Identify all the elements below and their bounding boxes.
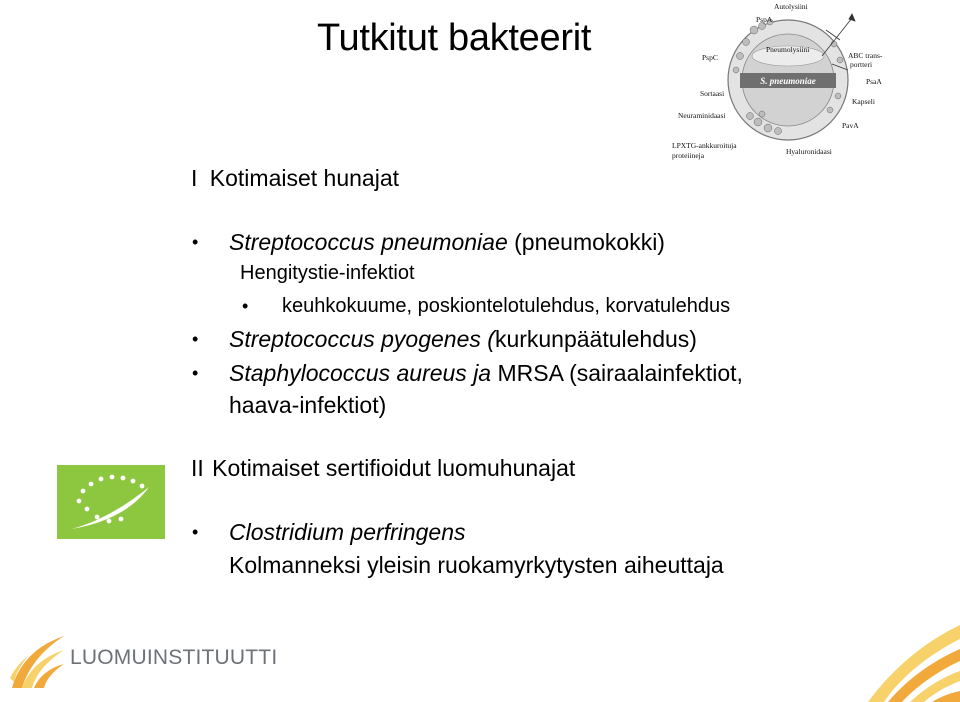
item-staph-aureus-name: Staphylococcus aureus ja bbox=[229, 360, 492, 386]
item-strep-pyogenes-name: Streptococcus pyogenes ( bbox=[229, 326, 495, 352]
label-lpxtg-line2: proteiineja bbox=[672, 151, 705, 160]
item-strep-pneumoniae bbox=[229, 227, 665, 257]
item-staph-aureus bbox=[229, 358, 743, 388]
label-abc-line2: portteri bbox=[850, 60, 873, 69]
label-pspa: PspA bbox=[756, 15, 773, 24]
item-staph-aureus-rest: MRSA (sairaalainfektiot, bbox=[497, 360, 743, 386]
org-name: LUOMUINSTITUUTTI bbox=[70, 646, 278, 669]
corner-sunburst-icon bbox=[858, 605, 960, 702]
label-neuraminidaasi: Neuraminidaasi bbox=[678, 111, 726, 120]
bullet-marker: • bbox=[192, 232, 199, 252]
label-psaa: PsaA bbox=[866, 77, 882, 86]
label-kapseli: Kapseli bbox=[852, 97, 875, 106]
item-strep-pyogenes-rest: kurkunpäätulehdus) bbox=[494, 326, 697, 352]
section-1-label: Kotimaiset hunajat bbox=[209, 165, 400, 191]
item-clostridium: Clostridium perfringens bbox=[229, 519, 466, 545]
section-1-heading bbox=[191, 163, 399, 193]
label-pspc: PspC bbox=[702, 53, 718, 62]
item-clostridium-desc: Kolmanneksi yleisin ruokamyrkytysten aiheuttaja bbox=[229, 552, 724, 578]
bullet-marker: • bbox=[192, 363, 199, 383]
label-pava: PavA bbox=[842, 121, 859, 130]
label-hyaluronidaasi: Hyaluronidaasi bbox=[786, 147, 832, 156]
center-label: S. pneumoniae bbox=[760, 76, 816, 86]
pneumococcus-diagram bbox=[670, 0, 900, 170]
slide-title: Tutkitut bakteerit bbox=[317, 17, 592, 59]
label-sortaasi: Sortaasi bbox=[700, 89, 725, 98]
item-strep-pyogenes bbox=[229, 324, 697, 354]
item-strep-pneumoniae-name: Streptococcus pneumoniae bbox=[229, 229, 508, 255]
label-lpxtg-line1: LPXTG-ankkuroituja bbox=[672, 141, 737, 150]
item-strep-pneumoniae-rest: (pneumokokki) bbox=[514, 229, 665, 255]
label-abc-line1: ABC trans- bbox=[848, 51, 883, 60]
luomuinstituutti-logo-icon bbox=[8, 630, 68, 690]
item-respiratory-infections: Hengitystie-infektiot bbox=[240, 262, 415, 284]
label-autolysiini: Autolysiini bbox=[774, 2, 808, 11]
bullet-marker: • bbox=[192, 329, 199, 349]
section-2-numeral: II bbox=[191, 455, 204, 481]
section-1-numeral: I bbox=[191, 165, 198, 191]
item-sub-conditions: keuhkokuume, poskiontelotulehdus, korvatulehdus bbox=[282, 295, 731, 317]
bullet-marker: • bbox=[192, 522, 199, 542]
eu-organic-logo bbox=[57, 465, 165, 539]
section-2-label: Kotimaiset sertifioidut luomuhunajat bbox=[212, 455, 576, 481]
item-staph-aureus-cont: haava-infektiot) bbox=[229, 392, 387, 418]
sub-bullet-marker: • bbox=[242, 296, 249, 316]
label-pneumolysiini: Pneumolysiini bbox=[766, 45, 810, 54]
section-2-heading bbox=[191, 453, 575, 483]
